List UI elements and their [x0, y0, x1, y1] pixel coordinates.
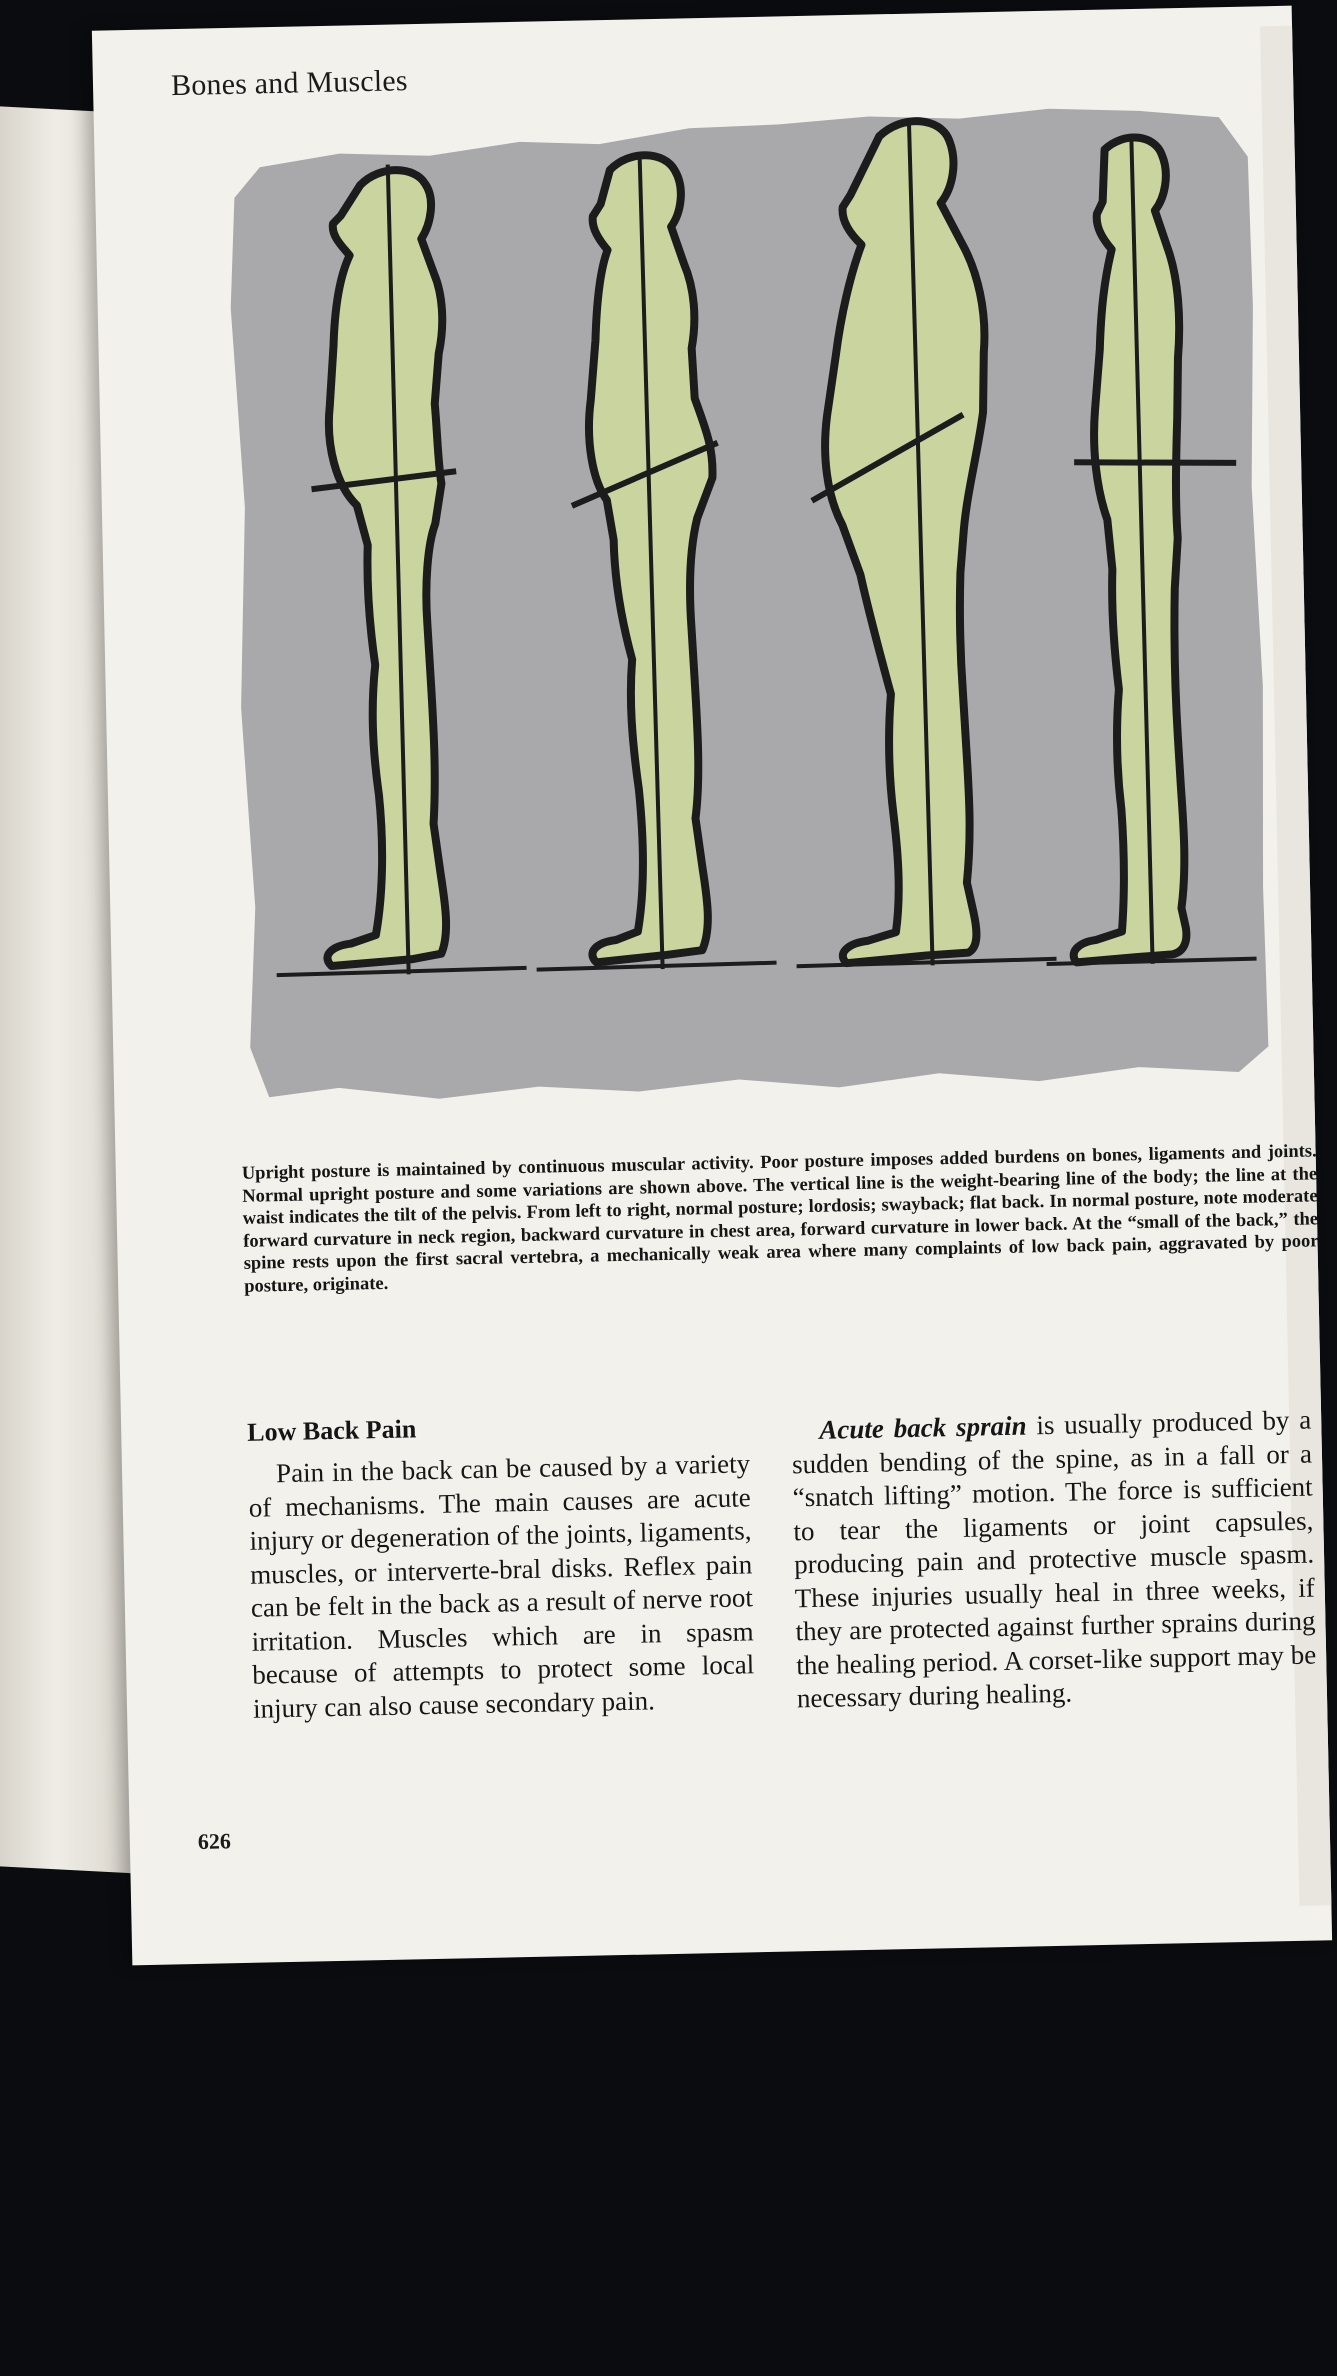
column-right: [791, 1404, 1317, 1716]
figure-caption: Upright posture is maintained by continuous muscular activity. Poor posture imposes added burdens on bones, ligaments and joints. Normal upright posture and some variations are shown above. The vertical line is the weight-bearing line of the body; the line at the waist indicates the tilt of the pelvis. From left to right, normal posture; lordosis; swayback; flat back. In normal posture, note moderate forward curvature in neck region, backward curvature in chest area, forward curvature in lower back. At the “small of the back,” the spine rests upon the first sacral vertebra, a mechanically weak area where many complaints of low back pain, aggravated by poor posture, originate.: [241, 1141, 1319, 1297]
posture-illustration: [219, 86, 1275, 1117]
column-left: [248, 1447, 756, 1725]
running-head: Bones and Muscles: [170, 64, 409, 103]
paragraph-acute-back-sprain: [791, 1404, 1317, 1716]
page-number: 626: [197, 1828, 232, 1854]
term-acute-back-sprain: Acute back sprain: [819, 1410, 1027, 1445]
section-heading: Low Back Pain: [246, 1414, 417, 1447]
paragraph-acute-back-sprain-text: is usually produced by a sudden bending of the spine, as in a fall or a “snatch lifting” motion. The force is sufficient to tear the ligaments or joint capsules, producing pain and protective muscle spasm. These injuries usually heal in three weeks, if they are protected against further sprains during the healing period. A corset-like support may be necessary during healing.: [791, 1404, 1317, 1714]
book-page: [92, 6, 1332, 1966]
paragraph-low-back-pain: Pain in the back can be caused by a variety of mechanisms. The main causes are acute injury or degeneration of the joints, ligaments, muscles, or interverte-bral disks. Reflex pain can be felt in the back as a result of nerve root irritation. Muscles which are in spasm because of attempts to protect some local injury can also cause secondary pain.: [248, 1448, 755, 1724]
